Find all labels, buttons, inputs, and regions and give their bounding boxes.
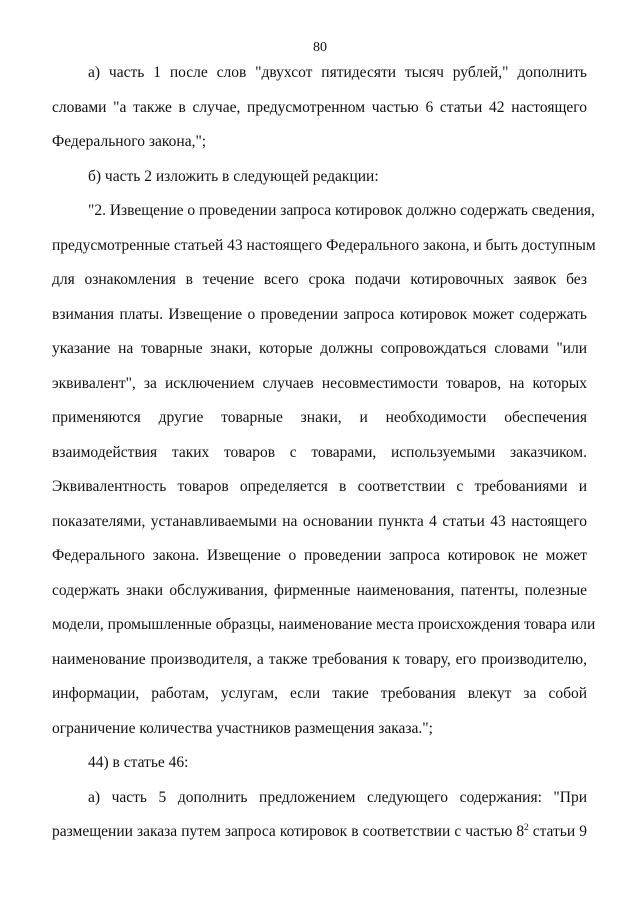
page-number: 80 (313, 40, 327, 55)
paragraph-line: б) часть 2 изложить в следующей редакции: (88, 167, 379, 185)
paragraph-line (52, 815, 587, 850)
document-body (52, 56, 596, 850)
superscript: 2 (524, 822, 529, 832)
paragraph-line: а) часть 1 после слов "двухсот пятидесяти тысяч рублей," дополнить (88, 64, 587, 81)
paragraph-line: предусмотренные статьей 43 настоящего Федерального закона, и быть доступным (52, 236, 596, 254)
paragraph-line: информации, работам, услугам, если такие требования влекут за собой (52, 685, 587, 702)
paragraph-line: содержать знаки обслуживания, фирменные наименования, патенты, полезные (52, 581, 587, 599)
paragraph-line: взимания платы. Извещение о проведении запроса котировок может содержать (52, 305, 587, 323)
paragraph-line: взаимодействия таких товаров с товарами, используемыми заказчиком. (52, 443, 587, 461)
paragraph-line: 44) в статье 46: (88, 754, 189, 771)
line-text: статьи 9 (528, 823, 587, 840)
paragraph-line: ограничение количества участников размещения заказа."; (52, 719, 433, 737)
paragraph-line: эквивалент", за исключением случаев несовместимости товаров, на которых (52, 374, 587, 392)
paragraph-line: показателями, устанавливаемыми на основании пункта 4 статьи 43 настоящего (52, 512, 587, 530)
paragraph-line: применяются другие товарные знаки, и необходимости обеспечения (52, 409, 587, 426)
paragraph-line: а) часть 5 дополнить предложением следующего содержания: "При (88, 788, 587, 806)
paragraph-line: наименование производителя, а также требования к товару, его производителю, (52, 650, 587, 668)
paragraph-line: для ознакомления в течение всего срока подачи котировочных заявок без (52, 271, 587, 288)
line-text: размещении заказа путем запроса котировок в соответствии с частью 8 (52, 823, 525, 840)
paragraph-line: словами "а также в случае, предусмотренном частью 6 статьи 42 настоящего (52, 98, 587, 116)
paragraph-line: "2. Извещение о проведении запроса котировок должно содержать сведения, (88, 202, 595, 219)
paragraph-line: Федерального закона,"; (52, 133, 207, 150)
paragraph-line: указание на товарные знаки, которые должны сопровождаться словами "или (52, 340, 587, 357)
paragraph-line: Федерального закона. Извещение о проведении запроса котировок не может (52, 547, 587, 564)
paragraph-line: Эквивалентность товаров определяется в соответствии с требованиями и (52, 478, 587, 495)
paragraph-line: модели, промышленные образцы, наименование места происхождения товара или (52, 616, 596, 633)
